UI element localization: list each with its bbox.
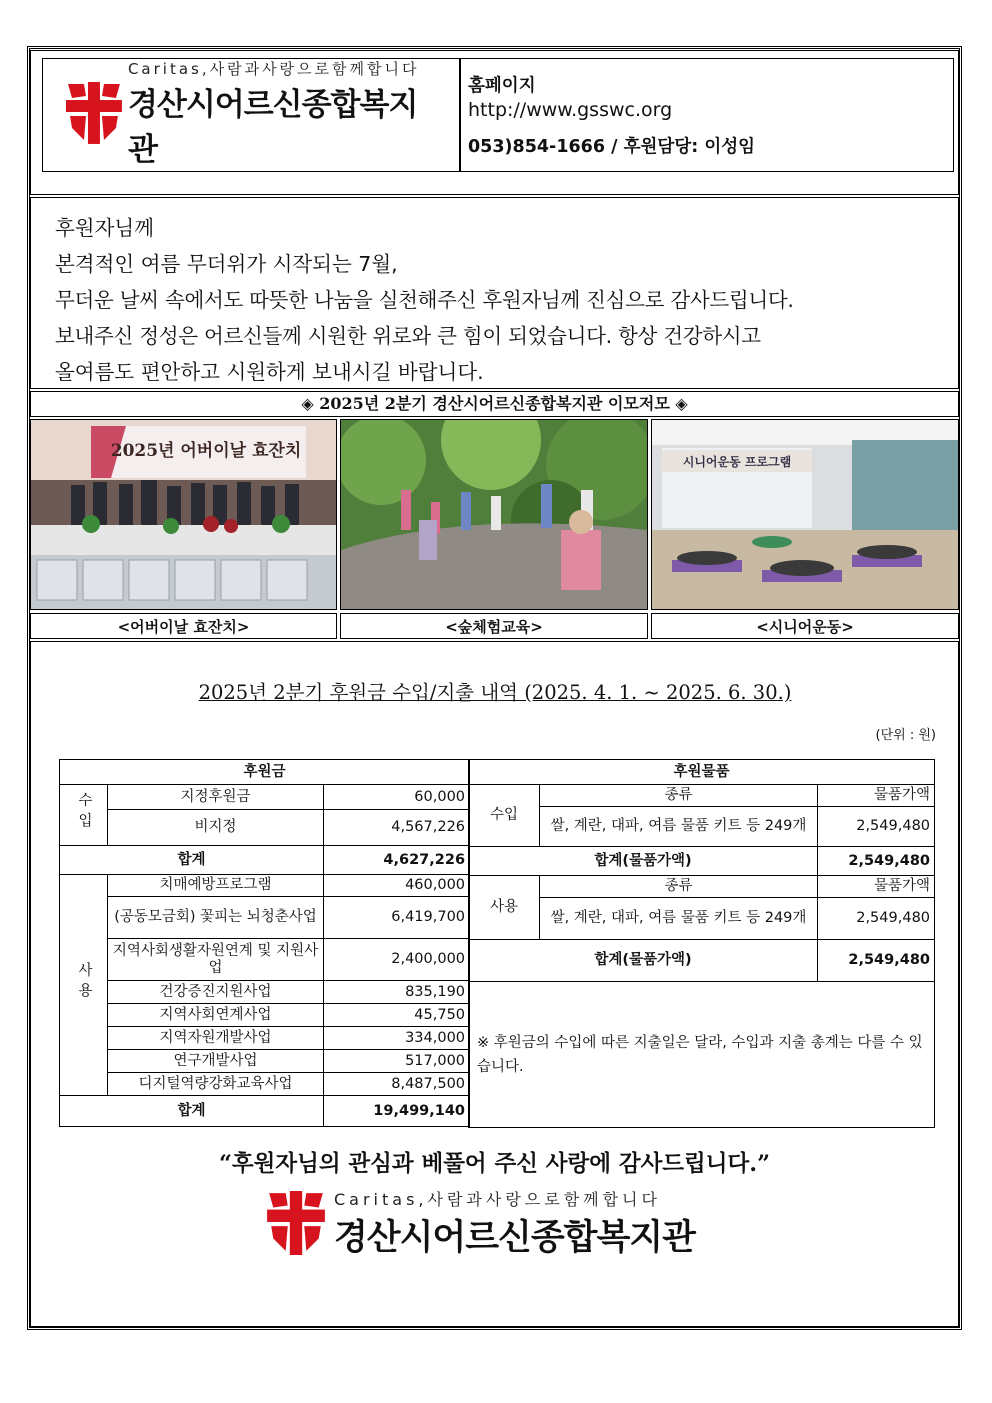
- letter-line: 올여름도 편안하고 시원하게 보내시길 바랍니다.: [55, 360, 484, 384]
- letter-text: [55, 210, 937, 390]
- usage-row-amount: 334,000: [324, 1027, 470, 1050]
- income-label: [60, 785, 108, 846]
- logo-subtitle: Caritas,사람과사랑으로함께합니다: [334, 1189, 661, 1209]
- money-header: 후원금: [60, 760, 470, 785]
- goods-header: 후원물품: [469, 760, 935, 785]
- goods-income-value: 2,549,480: [818, 807, 935, 847]
- goods-usage-value: 2,549,480: [818, 898, 935, 940]
- caritas-cross-icon: [266, 1191, 326, 1255]
- usage-row-amount: 517,000: [324, 1050, 470, 1073]
- logo-name: 경산시어르신종합복지관: [127, 86, 418, 168]
- income-row-name: 비지정: [108, 810, 324, 846]
- header-contact: [468, 74, 948, 159]
- caption-parents-day: <어버이날 효잔치>: [30, 613, 337, 639]
- closing-thanks: “후원자님의 관심과 베풀어 주신 사랑에 감사드립니다.”: [218, 1151, 771, 1177]
- letter-line: 무더운 날씨 속에서도 따뜻한 나눔을 실천해주신 후원자님께 진심으로 감사드립니다.: [55, 288, 794, 312]
- caritas-cross-icon: [66, 82, 122, 144]
- report-note: ※ 후원금의 수입에 따른 지출일은 달라, 수입과 지출 총계는 다를 수 있습니다.: [469, 982, 935, 1128]
- photo-banner-text: 시니어운동 프로그램: [682, 455, 792, 469]
- goods-income-total: 2,549,480: [818, 847, 935, 876]
- income-row-name: 지정후원금: [108, 785, 324, 810]
- usage-row-amount: 8,487,500: [324, 1073, 470, 1096]
- letter-line: 본격적인 여름 무더위가 시작되는 7월,: [55, 252, 398, 276]
- usage-row-amount: 460,000: [324, 875, 470, 897]
- money-table: [59, 759, 470, 1127]
- photo-banner-text: 2025년 어버이날 효잔치: [110, 441, 302, 461]
- usage-label: [60, 875, 108, 1096]
- goods-income-label: 수입: [469, 785, 540, 847]
- homepage-label: 홈페이지: [468, 76, 536, 96]
- usage-row-name: 건강증진지원사업: [108, 981, 324, 1004]
- usage-row-amount: 6,419,700: [324, 897, 470, 939]
- letter-greeting: 후원자님께: [55, 216, 155, 240]
- report-title: 2025년 2분기 후원금 수입/지출 내역 (2025. 4. 1. ~ 2025. 6. 30.): [198, 681, 792, 704]
- usage-row-name: 지역자원개발사업: [108, 1027, 324, 1050]
- usage-row-name: 지역사회생활자원연계 및 지원사업: [108, 939, 324, 981]
- income-row-amount: 60,000: [324, 785, 470, 810]
- usage-total-label: 합계: [60, 1096, 324, 1127]
- income-label-text: 수입: [76, 792, 92, 833]
- goods-usage-total: 2,549,480: [818, 940, 935, 982]
- income-row-amount: 4,567,226: [324, 810, 470, 846]
- usage-label-text: 사용: [76, 962, 92, 1003]
- usage-row-amount: 835,190: [324, 981, 470, 1004]
- logo-name: 경산시어르신종합복지관: [334, 1217, 695, 1258]
- usage-row-name: 디지털역량강화교육사업: [108, 1073, 324, 1096]
- goods-kind-label: 종류: [540, 785, 818, 807]
- income-total-label: 합계: [60, 846, 324, 875]
- usage-row-name: 지역사회연계사업: [108, 1004, 324, 1027]
- usage-row-amount: 2,400,000: [324, 939, 470, 981]
- usage-row-name: 치매예방프로그램: [108, 875, 324, 897]
- usage-row-amount: 45,750: [324, 1004, 470, 1027]
- caption-forest-education: <숲체험교육>: [340, 613, 648, 639]
- contact-info: 053)854-1666 / 후원담당: 이성임: [468, 137, 756, 157]
- goods-table: [468, 759, 935, 1128]
- caption-senior-exercise: <시니어운동>: [651, 613, 959, 639]
- photo-senior-exercise: [651, 419, 959, 610]
- income-total: 4,627,226: [324, 846, 470, 875]
- goods-usage-label: 사용: [469, 876, 540, 940]
- report-unit: (단위 : 원): [875, 728, 936, 743]
- gallery-title: ◈ 2025년 2분기 경산시어르신종합복지관 이모저모 ◈: [301, 394, 688, 413]
- goods-usage-total-label: 합계(물품가액): [469, 940, 818, 982]
- header-logo: [66, 59, 446, 168]
- goods-value-label: 물품가액: [818, 876, 935, 898]
- homepage-url[interactable]: http://www.gsswc.org: [468, 99, 673, 121]
- goods-income-item: 쌀, 계란, 대파, 여름 물품 키트 등 249개: [540, 807, 818, 847]
- goods-usage-item: 쌀, 계란, 대파, 여름 물품 키트 등 249개: [540, 898, 818, 940]
- goods-value-label: 물품가액: [818, 785, 935, 807]
- letter-line: 보내주신 정성은 어르신들께 시원한 위로와 큰 힘이 되었습니다. 항상 건강하시고: [55, 324, 761, 348]
- usage-row-name: 연구개발사업: [108, 1050, 324, 1073]
- photo-parents-day: [30, 419, 337, 610]
- logo-subtitle: Caritas,사람과사랑으로함께합니다: [127, 59, 420, 78]
- usage-total: 19,499,140: [324, 1096, 470, 1127]
- usage-row-name: (공동모금회) 꽃피는 뇌청춘사업: [108, 897, 324, 939]
- goods-income-total-label: 합계(물품가액): [469, 847, 818, 876]
- goods-kind-label: 종류: [540, 876, 818, 898]
- footer-logo: [266, 1188, 736, 1258]
- photo-forest-education: [340, 419, 648, 610]
